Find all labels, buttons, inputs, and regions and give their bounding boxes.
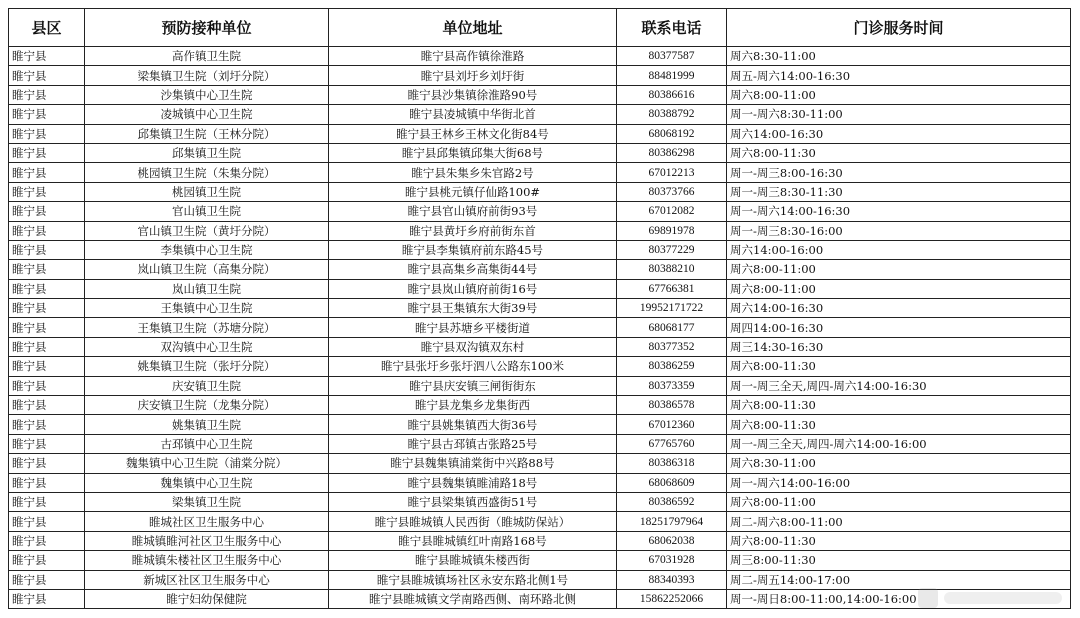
table-row [9,299,1071,318]
cell-unit-name: 高作镇卫生院 [85,47,329,66]
cell-service-hours: 周六14:00-16:30 [727,299,1071,318]
cell-unit-name: 睢城镇睢河社区卫生服务中心 [85,531,329,550]
cell-service-hours: 周六8:00-11:30 [727,143,1071,162]
cell-unit-name: 岚山镇卫生院（高集分院） [85,260,329,279]
cell-address: 睢宁县睢城镇场社区永安东路北侧1号 [329,570,617,589]
cell-service-hours: 周六8:00-11:00 [727,85,1071,104]
cell-county: 睢宁县 [9,454,85,473]
cell-county: 睢宁县 [9,279,85,298]
cell-service-hours: 周一-周六14:00-16:00 [727,473,1071,492]
cell-address: 睢宁县魏集镇浦棠街中兴路88号 [329,454,617,473]
cell-county: 睢宁县 [9,512,85,531]
cell-service-hours: 周六14:00-16:30 [727,124,1071,143]
cell-phone: 80386298 [617,143,727,162]
cell-county: 睢宁县 [9,396,85,415]
header-row [9,9,1071,47]
table-row [9,337,1071,356]
cell-service-hours: 周一-周六14:00-16:30 [727,202,1071,221]
table-row [9,47,1071,66]
cell-unit-name: 王集镇中心卫生院 [85,299,329,318]
cell-service-hours: 周一-周三8:30-16:00 [727,221,1071,240]
cell-address: 睢宁县官山镇府前街93号 [329,202,617,221]
table-row [9,473,1071,492]
cell-county: 睢宁县 [9,551,85,570]
cell-unit-name: 桃园镇卫生院 [85,182,329,201]
cell-service-hours: 周一-周三全天,周四-周六14:00-16:00 [727,434,1071,453]
vaccination-clinic-table [8,8,1071,609]
cell-unit-name: 魏集镇中心卫生院（浦棠分院） [85,454,329,473]
cell-service-hours: 周六8:00-11:30 [727,396,1071,415]
cell-address: 睢宁县朱集乡朱官路2号 [329,163,617,182]
cell-unit-name: 姚集镇卫生院 [85,415,329,434]
cell-unit-name: 李集镇中心卫生院 [85,240,329,259]
cell-address: 睢宁县龙集乡龙集街西 [329,396,617,415]
cell-service-hours: 周六8:00-11:30 [727,357,1071,376]
cell-county: 睢宁县 [9,85,85,104]
cell-phone: 80386592 [617,492,727,511]
table-body [9,47,1071,609]
table-row [9,589,1071,608]
cell-service-hours: 周六8:00-11:30 [727,415,1071,434]
cell-address: 睢宁县古邳镇古张路25号 [329,434,617,453]
cell-phone: 68068177 [617,318,727,337]
cell-phone: 18251797964 [617,512,727,531]
cell-address: 睢宁县王集镇东大街39号 [329,299,617,318]
table-row [9,221,1071,240]
cell-address: 睢宁县双沟镇双东村 [329,337,617,356]
cell-county: 睢宁县 [9,124,85,143]
cell-service-hours: 周一-周三8:30-11:30 [727,182,1071,201]
cell-service-hours: 周一-周三8:00-16:30 [727,163,1071,182]
table-row [9,85,1071,104]
cell-address: 睢宁县岚山镇府前街16号 [329,279,617,298]
cell-county: 睢宁县 [9,531,85,550]
table-row [9,124,1071,143]
header-unit-address: 单位地址 [329,9,617,47]
table-row [9,551,1071,570]
cell-unit-name: 古邳镇中心卫生院 [85,434,329,453]
cell-county: 睢宁县 [9,473,85,492]
cell-county: 睢宁县 [9,318,85,337]
header-county: 县区 [9,9,85,47]
table-row [9,240,1071,259]
cell-county: 睢宁县 [9,570,85,589]
cell-address: 睢宁县睢城镇朱楼西街 [329,551,617,570]
cell-unit-name: 睢宁妇幼保健院 [85,589,329,608]
cell-phone: 80386616 [617,85,727,104]
table-row [9,531,1071,550]
cell-address: 睢宁县李集镇府前东路45号 [329,240,617,259]
cell-phone: 15862252066 [617,589,727,608]
table-row [9,376,1071,395]
cell-address: 睢宁县黄圩乡府前街东首 [329,221,617,240]
cell-address: 睢宁县高集乡高集街44号 [329,260,617,279]
table-row [9,357,1071,376]
cell-unit-name: 官山镇卫生院（黄圩分院） [85,221,329,240]
table-row [9,512,1071,531]
cell-phone: 80386318 [617,454,727,473]
cell-address: 睢宁县睢城镇红叶南路168号 [329,531,617,550]
cell-phone: 19952171722 [617,299,727,318]
cell-service-hours: 周一-周日8:00-11:00,14:00-16:00 [727,589,1071,608]
table-header [9,9,1071,47]
cell-address: 睢宁县高作镇徐淮路 [329,47,617,66]
cell-unit-name: 邱集镇卫生院（王林分院） [85,124,329,143]
cell-address: 睢宁县魏集镇睢浦路18号 [329,473,617,492]
table-row [9,415,1071,434]
cell-service-hours: 周三14:30-16:30 [727,337,1071,356]
cell-address: 睢宁县睢城镇文学南路西侧、南环路北侧 [329,589,617,608]
cell-service-hours: 周六8:30-11:00 [727,47,1071,66]
cell-unit-name: 庆安镇卫生院（龙集分院） [85,396,329,415]
cell-county: 睢宁县 [9,66,85,85]
cell-phone: 67012082 [617,202,727,221]
table-row [9,434,1071,453]
cell-address: 睢宁县邱集镇邱集大街68号 [329,143,617,162]
cell-unit-name: 梁集镇卫生院 [85,492,329,511]
cell-county: 睢宁县 [9,221,85,240]
header-vaccination-unit: 预防接种单位 [85,9,329,47]
cell-phone: 80386578 [617,396,727,415]
table-row [9,182,1071,201]
cell-service-hours: 周六8:00-11:30 [727,531,1071,550]
cell-county: 睢宁县 [9,163,85,182]
table-row [9,163,1071,182]
cell-phone: 67766381 [617,279,727,298]
cell-phone: 68068192 [617,124,727,143]
cell-service-hours: 周一-周三全天,周四-周六14:00-16:30 [727,376,1071,395]
table-row [9,105,1071,124]
cell-unit-name: 姚集镇卫生院（张圩分院） [85,357,329,376]
table-row [9,66,1071,85]
cell-phone: 80388792 [617,105,727,124]
cell-phone: 88481999 [617,66,727,85]
table-row [9,318,1071,337]
cell-service-hours: 周六8:00-11:00 [727,260,1071,279]
cell-county: 睢宁县 [9,182,85,201]
cell-address: 睢宁县刘圩乡刘圩街 [329,66,617,85]
cell-county: 睢宁县 [9,492,85,511]
cell-service-hours: 周二-周五14:00-17:00 [727,570,1071,589]
cell-phone: 80373766 [617,182,727,201]
cell-service-hours: 周一-周六8:30-11:00 [727,105,1071,124]
cell-service-hours: 周二-周六8:00-11:00 [727,512,1071,531]
cell-service-hours: 周六8:00-11:00 [727,279,1071,298]
cell-county: 睢宁县 [9,240,85,259]
cell-unit-name: 新城区社区卫生服务中心 [85,570,329,589]
cell-address: 睢宁县睢城镇人民西街（睢城防保站） [329,512,617,531]
cell-unit-name: 睢城社区卫生服务中心 [85,512,329,531]
cell-county: 睢宁县 [9,589,85,608]
cell-phone: 88340393 [617,570,727,589]
table-row [9,454,1071,473]
cell-address: 睢宁县凌城镇中华街北首 [329,105,617,124]
table-row [9,396,1071,415]
cell-county: 睢宁县 [9,47,85,66]
cell-address: 睢宁县梁集镇西盛街51号 [329,492,617,511]
cell-unit-name: 桃园镇卫生院（朱集分院） [85,163,329,182]
cell-phone: 80373359 [617,376,727,395]
cell-service-hours: 周四14:00-16:30 [727,318,1071,337]
cell-service-hours: 周五-周六14:00-16:30 [727,66,1071,85]
cell-county: 睢宁县 [9,376,85,395]
cell-unit-name: 岚山镇卫生院 [85,279,329,298]
header-service-hours: 门诊服务时间 [727,9,1071,47]
cell-address: 睢宁县王林乡王林文化街84号 [329,124,617,143]
cell-phone: 80377587 [617,47,727,66]
cell-service-hours: 周六8:30-11:00 [727,454,1071,473]
cell-unit-name: 凌城镇中心卫生院 [85,105,329,124]
clinic-table-sheet [8,8,1070,609]
cell-phone: 67012213 [617,163,727,182]
cell-phone: 69891978 [617,221,727,240]
cell-phone: 67031928 [617,551,727,570]
cell-phone: 68068609 [617,473,727,492]
cell-unit-name: 邱集镇卫生院 [85,143,329,162]
cell-county: 睢宁县 [9,260,85,279]
cell-address: 睢宁县苏塘乡平楼街道 [329,318,617,337]
cell-address: 睢宁县张圩乡张圩泗八公路东100米 [329,357,617,376]
cell-county: 睢宁县 [9,337,85,356]
cell-county: 睢宁县 [9,415,85,434]
table-row [9,202,1071,221]
table-row [9,143,1071,162]
cell-unit-name: 沙集镇中心卫生院 [85,85,329,104]
table-row [9,279,1071,298]
watermark-mark [916,584,1066,612]
cell-phone: 67012360 [617,415,727,434]
cell-unit-name: 魏集镇中心卫生院 [85,473,329,492]
cell-unit-name: 庆安镇卫生院 [85,376,329,395]
cell-phone: 67765760 [617,434,727,453]
cell-address: 睢宁县姚集镇西大街36号 [329,415,617,434]
cell-phone: 80388210 [617,260,727,279]
header-contact-phone: 联系电话 [617,9,727,47]
table-row [9,492,1071,511]
cell-unit-name: 王集镇卫生院（苏塘分院） [85,318,329,337]
cell-service-hours: 周三8:00-11:30 [727,551,1071,570]
cell-county: 睢宁县 [9,357,85,376]
cell-phone: 80377229 [617,240,727,259]
cell-county: 睢宁县 [9,434,85,453]
cell-county: 睢宁县 [9,202,85,221]
table-row [9,260,1071,279]
cell-service-hours: 周六14:00-16:00 [727,240,1071,259]
cell-county: 睢宁县 [9,299,85,318]
cell-address: 睢宁县沙集镇徐淮路90号 [329,85,617,104]
cell-address: 睢宁县庆安镇三闸街街东 [329,376,617,395]
table-row [9,570,1071,589]
cell-address: 睢宁县桃元镇仔仙路100# [329,182,617,201]
cell-unit-name: 官山镇卫生院 [85,202,329,221]
cell-phone: 80386259 [617,357,727,376]
cell-service-hours: 周六8:00-11:00 [727,492,1071,511]
cell-unit-name: 梁集镇卫生院（刘圩分院） [85,66,329,85]
cell-unit-name: 双沟镇中心卫生院 [85,337,329,356]
cell-county: 睢宁县 [9,105,85,124]
cell-unit-name: 睢城镇朱楼社区卫生服务中心 [85,551,329,570]
cell-phone: 68062038 [617,531,727,550]
cell-county: 睢宁县 [9,143,85,162]
cell-phone: 80377352 [617,337,727,356]
